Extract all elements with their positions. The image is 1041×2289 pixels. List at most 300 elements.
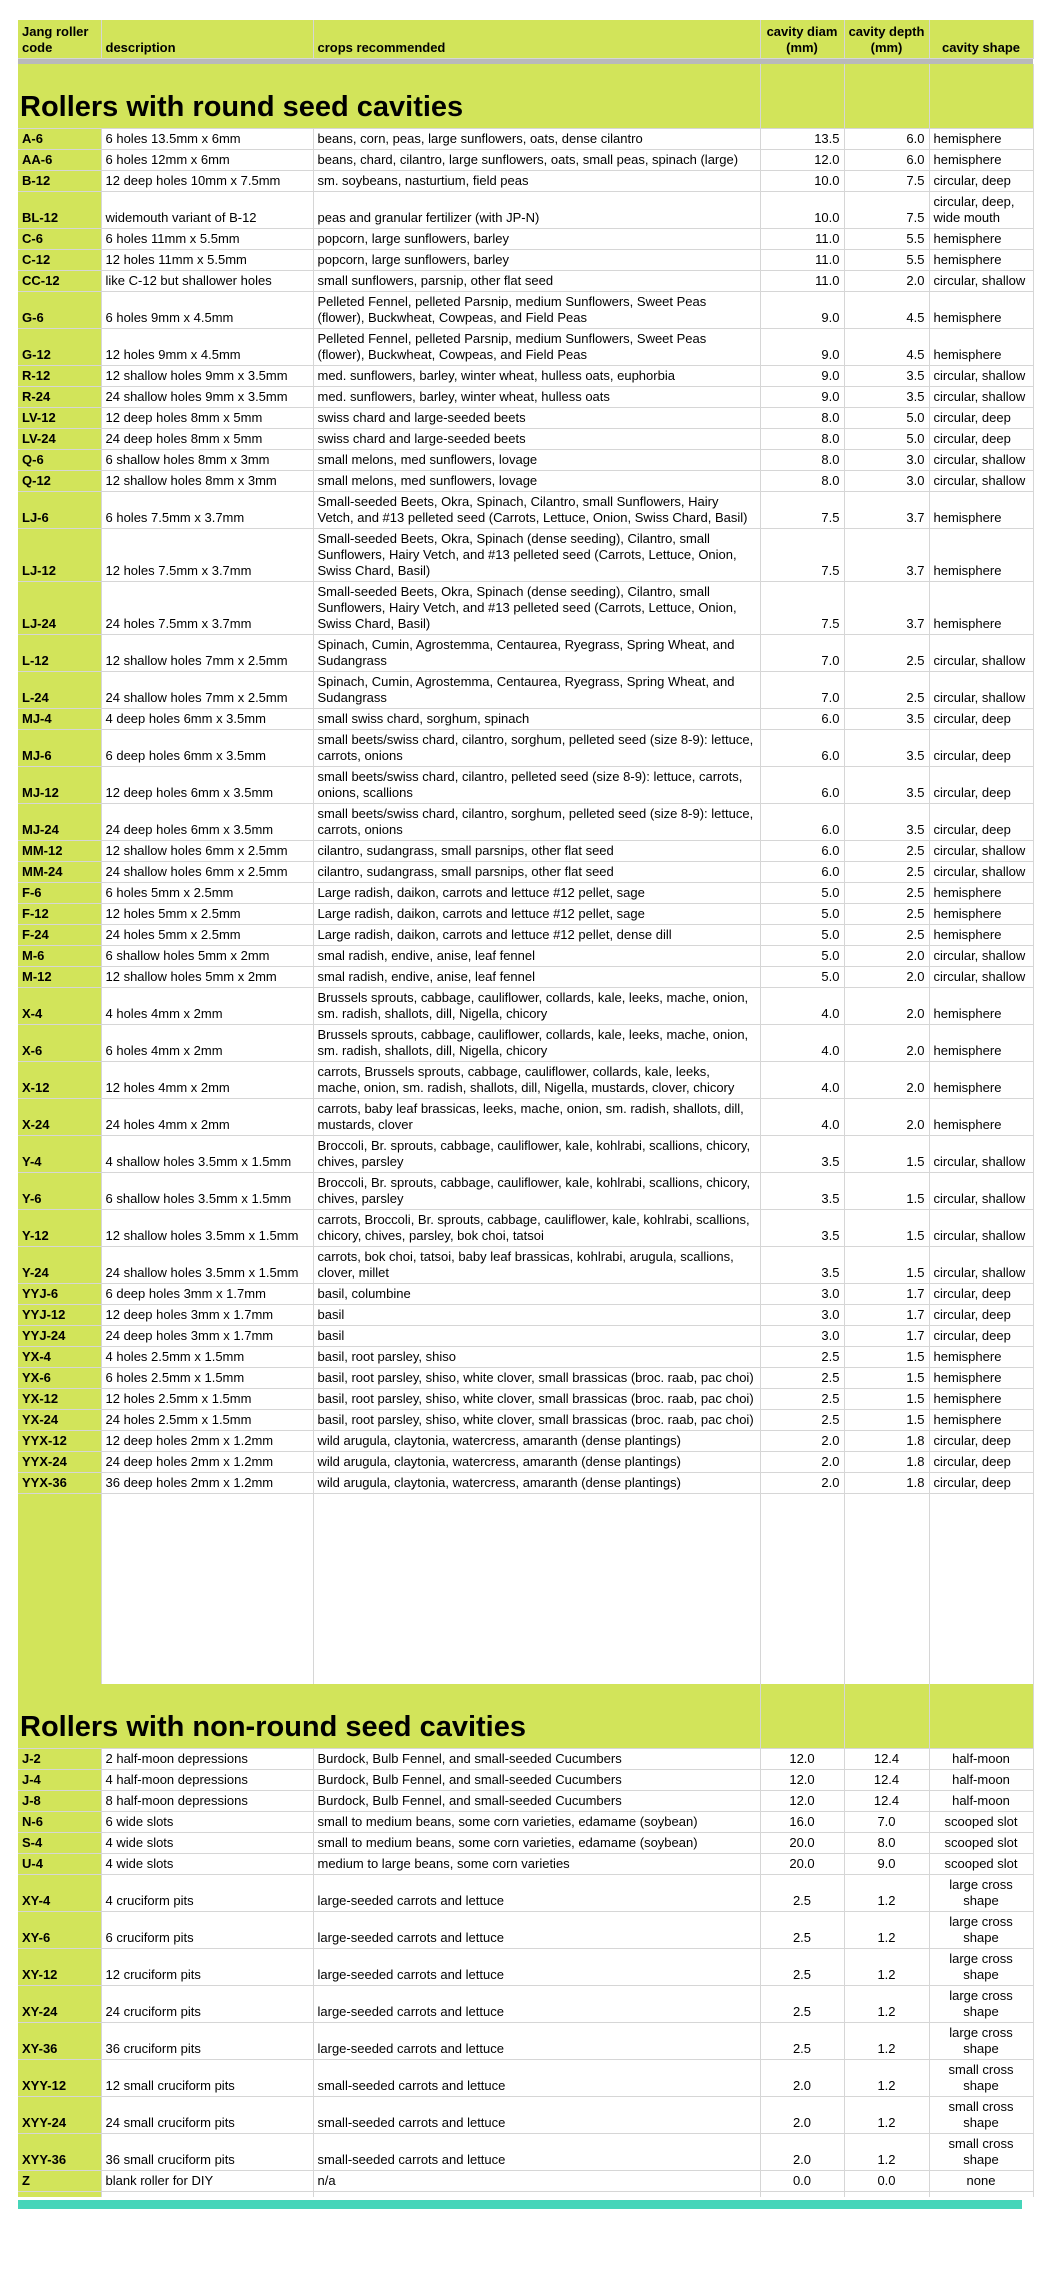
cell-cavity-shape: circular, deep (929, 1431, 1033, 1452)
cell-cavity-diam: 12.0 (760, 1770, 844, 1791)
cell-crops: small beets/swiss chard, cilantro, pelleted seed (size 8-9): lettuce, carrots, onions, scallions (313, 767, 760, 804)
cell-cavity-shape: small cross shape (929, 2060, 1033, 2097)
cell-roller-code: J-8 (18, 1791, 101, 1812)
cell-cavity-shape: hemisphere (929, 1025, 1033, 1062)
table-row (18, 804, 1033, 841)
cell-cavity-depth: 1.8 (844, 1473, 929, 1494)
table-row (18, 730, 1033, 767)
cell-crops: beans, corn, peas, large sunflowers, oats, dense cilantro (313, 129, 760, 150)
cell-cavity-diam: 12.0 (760, 1791, 844, 1812)
cell-roller-code: F-12 (18, 904, 101, 925)
cell-cavity-shape: circular, shallow (929, 471, 1033, 492)
cell-cavity-diam: 3.0 (760, 1305, 844, 1326)
cell-cavity-depth: 1.2 (844, 2097, 929, 2134)
cell-crops: cilantro, sudangrass, small parsnips, other flat seed (313, 862, 760, 883)
cell-description: 24 deep holes 2mm x 1.2mm (101, 1452, 313, 1473)
cell-roller-code: XYY-36 (18, 2134, 101, 2171)
table-row (18, 1247, 1033, 1284)
cell-description: 24 holes 7.5mm x 3.7mm (101, 582, 313, 635)
cell-crops: small melons, med sunflowers, lovage (313, 450, 760, 471)
cell-cavity-depth: 2.0 (844, 1025, 929, 1062)
cell-description: 36 small cruciform pits (101, 2134, 313, 2171)
cell-cavity-diam: 7.5 (760, 492, 844, 529)
cell-crops: small to medium beans, some corn varieties, edamame (soybean) (313, 1833, 760, 1854)
cell-cavity-shape: circular, deep (929, 1284, 1033, 1305)
cell-cavity-depth: 7.5 (844, 171, 929, 192)
cell-cavity-shape: hemisphere (929, 582, 1033, 635)
cell-description: 6 deep holes 6mm x 3.5mm (101, 730, 313, 767)
cell-cavity-diam: 12.0 (760, 150, 844, 171)
cell-cavity-shape: circular, deep, wide mouth (929, 192, 1033, 229)
cell-description: 4 wide slots (101, 1833, 313, 1854)
cell-description: 8 half-moon depressions (101, 1791, 313, 1812)
cell-cavity-diam: 9.0 (760, 366, 844, 387)
cell-cavity-depth: 1.2 (844, 1875, 929, 1912)
header-cavity-depth: cavity depth (mm) (844, 20, 929, 59)
cell-description: 6 holes 11mm x 5.5mm (101, 229, 313, 250)
cell-crops: carrots, Broccoli, Br. sprouts, cabbage, cauliflower, kale, kohlrabi, scallions, chicory, chives, parsley, bok choi, tatsoi (313, 1210, 760, 1247)
table-row (18, 1062, 1033, 1099)
cell-description: 12 deep holes 8mm x 5mm (101, 408, 313, 429)
cell-cavity-shape: hemisphere (929, 1062, 1033, 1099)
cell-crops: sm. soybeans, nasturtium, field peas (313, 171, 760, 192)
cell-roller-code: F-6 (18, 883, 101, 904)
cell-cavity-depth: 4.5 (844, 292, 929, 329)
section-title-nonround: Rollers with non-round seed cavities (18, 1684, 760, 1749)
cell-cavity-depth: 2.0 (844, 1062, 929, 1099)
cell-crops: smal radish, endive, anise, leaf fennel (313, 946, 760, 967)
cell-cavity-depth: 1.2 (844, 2060, 929, 2097)
cell-cavity-depth: 1.8 (844, 1452, 929, 1473)
cell-cavity-shape: circular, shallow (929, 1247, 1033, 1284)
cell-roller-code: Q-12 (18, 471, 101, 492)
table-row (18, 229, 1033, 250)
cell-cavity-diam: 2.5 (760, 1949, 844, 1986)
cell-description: 24 deep holes 6mm x 3.5mm (101, 804, 313, 841)
spacer-cell (101, 1494, 313, 1685)
cell-roller-code: YYJ-6 (18, 1284, 101, 1305)
cell-cavity-diam: 3.5 (760, 1173, 844, 1210)
cell-cavity-diam: 9.0 (760, 292, 844, 329)
cell-crops: basil, root parsley, shiso, white clover, small brassicas (broc. raab, pac choi) (313, 1410, 760, 1431)
cell-cavity-diam: 2.5 (760, 1986, 844, 2023)
cell-cavity-shape: small cross shape (929, 2134, 1033, 2171)
cell-description: 12 holes 2.5mm x 1.5mm (101, 1389, 313, 1410)
cell-description: 12 deep holes 3mm x 1.7mm (101, 1305, 313, 1326)
cell-cavity-depth: 3.5 (844, 366, 929, 387)
table-row (18, 1812, 1033, 1833)
cell-roller-code: BL-12 (18, 192, 101, 229)
table-row (18, 129, 1033, 150)
stub-cell (844, 2192, 929, 2198)
cell-description: 12 small cruciform pits (101, 2060, 313, 2097)
cell-crops: med. sunflowers, barley, winter wheat, hulless oats, euphorbia (313, 366, 760, 387)
column-header-row (18, 20, 1033, 59)
header-cavity-shape: cavity shape (929, 20, 1033, 59)
cell-crops: Burdock, Bulb Fennel, and small-seeded Cucumbers (313, 1749, 760, 1770)
table-row (18, 1099, 1033, 1136)
cell-crops: Brussels sprouts, cabbage, cauliflower, collards, kale, leeks, mache, onion, sm. radish, shallots, dill, Nigella, chicory (313, 1025, 760, 1062)
cell-description: 12 shallow holes 5mm x 2mm (101, 967, 313, 988)
table-row (18, 1368, 1033, 1389)
cell-cavity-shape: circular, shallow (929, 1136, 1033, 1173)
cell-cavity-shape: circular, shallow (929, 862, 1033, 883)
cell-cavity-depth: 12.4 (844, 1749, 929, 1770)
cell-description: 24 holes 2.5mm x 1.5mm (101, 1410, 313, 1431)
cell-description: 6 shallow holes 5mm x 2mm (101, 946, 313, 967)
cell-cavity-diam: 9.0 (760, 387, 844, 408)
cell-cavity-depth: 3.5 (844, 387, 929, 408)
cell-cavity-diam: 16.0 (760, 1812, 844, 1833)
cell-roller-code: XY-24 (18, 1986, 101, 2023)
table-row (18, 1791, 1033, 1812)
cell-cavity-depth: 1.2 (844, 2023, 929, 2060)
cell-cavity-diam: 3.5 (760, 1136, 844, 1173)
cell-roller-code: U-4 (18, 1854, 101, 1875)
cell-cavity-depth: 1.5 (844, 1347, 929, 1368)
cell-roller-code: C-6 (18, 229, 101, 250)
cell-description: 36 deep holes 2mm x 1.2mm (101, 1473, 313, 1494)
cell-cavity-depth: 3.7 (844, 492, 929, 529)
cell-cavity-depth: 5.0 (844, 429, 929, 450)
cell-cavity-depth: 1.2 (844, 1949, 929, 1986)
cell-cavity-depth: 3.7 (844, 529, 929, 582)
horizontal-scrollbar-thumb[interactable] (18, 2200, 1022, 2209)
cell-roller-code: Y-6 (18, 1173, 101, 1210)
cell-description: 6 holes 5mm x 2.5mm (101, 883, 313, 904)
cell-roller-code: N-6 (18, 1812, 101, 1833)
cell-cavity-diam: 2.5 (760, 1912, 844, 1949)
cell-cavity-depth: 8.0 (844, 1833, 929, 1854)
cell-roller-code: C-12 (18, 250, 101, 271)
section-header-empty-cell (760, 64, 844, 129)
cell-crops: peas and granular fertilizer (with JP-N) (313, 192, 760, 229)
cell-description: 6 wide slots (101, 1812, 313, 1833)
cell-roller-code: J-2 (18, 1749, 101, 1770)
cell-cavity-diam: 4.0 (760, 1099, 844, 1136)
cell-cavity-depth: 12.4 (844, 1791, 929, 1812)
section-header-empty-cell (760, 1684, 844, 1749)
cell-crops: Burdock, Bulb Fennel, and small-seeded Cucumbers (313, 1791, 760, 1812)
cell-description: 12 shallow holes 7mm x 2.5mm (101, 635, 313, 672)
table-tail (18, 2192, 1033, 2198)
cell-roller-code: J-4 (18, 1770, 101, 1791)
cell-cavity-depth: 1.5 (844, 1173, 929, 1210)
table-row (18, 635, 1033, 672)
cell-cavity-depth: 9.0 (844, 1854, 929, 1875)
cell-crops: carrots, Brussels sprouts, cabbage, cauliflower, collards, kale, leeks, mache, onion, sm. radish, shallots, dill, Nigella, mustards, clover, chicory (313, 1062, 760, 1099)
cell-cavity-diam: 2.0 (760, 1452, 844, 1473)
cell-cavity-shape: hemisphere (929, 229, 1033, 250)
cell-crops: large-seeded carrots and lettuce (313, 1949, 760, 1986)
cell-cavity-shape: circular, deep (929, 1326, 1033, 1347)
cell-crops: large-seeded carrots and lettuce (313, 1986, 760, 2023)
cell-crops: small to medium beans, some corn varieties, edamame (soybean) (313, 1812, 760, 1833)
cell-crops: small beets/swiss chard, cilantro, sorghum, pelleted seed (size 8-9): lettuce, carrots, onions (313, 804, 760, 841)
cell-cavity-shape: half-moon (929, 1791, 1033, 1812)
cell-crops: wild arugula, claytonia, watercress, amaranth (dense plantings) (313, 1452, 760, 1473)
cell-cavity-shape: circular, shallow (929, 387, 1033, 408)
table-row (18, 1949, 1033, 1986)
cell-crops: small-seeded carrots and lettuce (313, 2060, 760, 2097)
cell-roller-code: CC-12 (18, 271, 101, 292)
table-row (18, 1347, 1033, 1368)
cell-roller-code: Z (18, 2171, 101, 2192)
table-row (18, 2097, 1033, 2134)
cell-description: 24 deep holes 3mm x 1.7mm (101, 1326, 313, 1347)
table-row (18, 450, 1033, 471)
cell-cavity-diam: 6.0 (760, 862, 844, 883)
stub-cell (929, 2192, 1033, 2198)
cell-cavity-depth: 0.0 (844, 2171, 929, 2192)
cell-roller-code: YYX-36 (18, 1473, 101, 1494)
cell-cavity-shape: hemisphere (929, 529, 1033, 582)
cell-crops: Small-seeded Beets, Okra, Spinach, Cilantro, small Sunflowers, Hairy Vetch, and #13 pelleted seed (Carrots, Lettuce, Onion, Swiss Chard, Basil) (313, 492, 760, 529)
cell-description: 24 shallow holes 6mm x 2.5mm (101, 862, 313, 883)
roller-table (18, 20, 1034, 2197)
table-row (18, 1410, 1033, 1431)
section-round-cavities (18, 64, 1033, 1494)
cell-crops: large-seeded carrots and lettuce (313, 2023, 760, 2060)
cell-cavity-diam: 12.0 (760, 1749, 844, 1770)
cell-cavity-depth: 2.0 (844, 988, 929, 1025)
cell-cavity-shape: circular, shallow (929, 635, 1033, 672)
cell-crops: smal radish, endive, anise, leaf fennel (313, 967, 760, 988)
cell-cavity-diam: 4.0 (760, 988, 844, 1025)
cell-cavity-diam: 11.0 (760, 250, 844, 271)
cell-cavity-depth: 7.0 (844, 1812, 929, 1833)
cell-cavity-shape: large cross shape (929, 1875, 1033, 1912)
section-header-empty-cell (844, 64, 929, 129)
cell-description: 2 half-moon depressions (101, 1749, 313, 1770)
cell-cavity-shape: circular, deep (929, 767, 1033, 804)
table-row (18, 292, 1033, 329)
cell-cavity-depth: 2.5 (844, 862, 929, 883)
table-row (18, 2134, 1033, 2171)
cell-cavity-diam: 11.0 (760, 229, 844, 250)
cell-crops: carrots, bok choi, tatsoi, baby leaf brassicas, kohlrabi, arugula, scallions, clover, millet (313, 1247, 760, 1284)
cell-cavity-diam: 4.0 (760, 1062, 844, 1099)
cell-description: 12 holes 7.5mm x 3.7mm (101, 529, 313, 582)
cell-cavity-shape: circular, deep (929, 804, 1033, 841)
cell-crops: popcorn, large sunflowers, barley (313, 229, 760, 250)
cell-roller-code: Y-12 (18, 1210, 101, 1247)
cell-roller-code: XY-6 (18, 1912, 101, 1949)
cell-cavity-depth: 1.7 (844, 1326, 929, 1347)
cell-cavity-shape: half-moon (929, 1770, 1033, 1791)
cell-crops: basil, root parsley, shiso (313, 1347, 760, 1368)
cell-cavity-shape: circular, shallow (929, 271, 1033, 292)
cell-description: 6 holes 4mm x 2mm (101, 1025, 313, 1062)
cell-cavity-depth: 2.5 (844, 883, 929, 904)
table-row (18, 2060, 1033, 2097)
table-row (18, 408, 1033, 429)
table-row (18, 1854, 1033, 1875)
cell-roller-code: G-12 (18, 329, 101, 366)
cell-cavity-depth: 2.5 (844, 925, 929, 946)
cell-roller-code: YYJ-12 (18, 1305, 101, 1326)
cell-roller-code: X-6 (18, 1025, 101, 1062)
cell-crops: Broccoli, Br. sprouts, cabbage, cauliflower, kale, kohlrabi, scallions, chicory, chives, parsley (313, 1173, 760, 1210)
cell-cavity-diam: 8.0 (760, 429, 844, 450)
cell-cavity-depth: 2.0 (844, 271, 929, 292)
cell-roller-code: LV-24 (18, 429, 101, 450)
cell-cavity-depth: 5.0 (844, 408, 929, 429)
cell-roller-code: MM-24 (18, 862, 101, 883)
cell-cavity-diam: 2.0 (760, 2097, 844, 2134)
table-row (18, 767, 1033, 804)
table-row (18, 1912, 1033, 1949)
stub-cell (760, 2192, 844, 2198)
cell-cavity-shape: half-moon (929, 1749, 1033, 1770)
spacer-cell (313, 1494, 760, 1685)
cell-cavity-depth: 5.5 (844, 229, 929, 250)
cell-cavity-diam: 4.0 (760, 1025, 844, 1062)
cell-cavity-depth: 1.8 (844, 1431, 929, 1452)
table-row (18, 150, 1033, 171)
cell-roller-code: XY-12 (18, 1949, 101, 1986)
cell-cavity-depth: 2.0 (844, 1099, 929, 1136)
cell-crops: carrots, baby leaf brassicas, leeks, mache, onion, sm. radish, shallots, dill, mustards, clover (313, 1099, 760, 1136)
cell-cavity-diam: 2.5 (760, 2023, 844, 2060)
table-row (18, 1431, 1033, 1452)
cell-roller-code: S-4 (18, 1833, 101, 1854)
cell-cavity-shape: circular, shallow (929, 1173, 1033, 1210)
table-row (18, 1452, 1033, 1473)
cell-cavity-depth: 2.0 (844, 946, 929, 967)
section-nonround-cavities (18, 1684, 1033, 2192)
cell-cavity-depth: 7.5 (844, 192, 929, 229)
cell-roller-code: MJ-12 (18, 767, 101, 804)
cell-roller-code: YYX-24 (18, 1452, 101, 1473)
cell-roller-code: LJ-6 (18, 492, 101, 529)
table-row (18, 841, 1033, 862)
cell-roller-code: YYX-12 (18, 1431, 101, 1452)
cell-cavity-depth: 1.5 (844, 1136, 929, 1173)
cell-cavity-depth: 1.2 (844, 1912, 929, 1949)
cell-roller-code: YX-4 (18, 1347, 101, 1368)
cell-roller-code: R-12 (18, 366, 101, 387)
cell-description: 4 cruciform pits (101, 1875, 313, 1912)
cell-cavity-depth: 12.4 (844, 1770, 929, 1791)
table-row (18, 192, 1033, 229)
table-row (18, 1473, 1033, 1494)
table-row (18, 529, 1033, 582)
cell-roller-code: L-24 (18, 672, 101, 709)
cell-roller-code: Y-4 (18, 1136, 101, 1173)
cell-crops: large-seeded carrots and lettuce (313, 1875, 760, 1912)
table-row (18, 329, 1033, 366)
cell-cavity-diam: 3.5 (760, 1247, 844, 1284)
cell-description: 4 half-moon depressions (101, 1770, 313, 1791)
cell-cavity-shape: circular, shallow (929, 946, 1033, 967)
cell-cavity-diam: 5.0 (760, 883, 844, 904)
cell-cavity-diam: 8.0 (760, 471, 844, 492)
cell-description: 12 holes 11mm x 5.5mm (101, 250, 313, 271)
table-row (18, 1770, 1033, 1791)
table-row (18, 271, 1033, 292)
table-row (18, 1389, 1033, 1410)
cell-roller-code: XY-36 (18, 2023, 101, 2060)
cell-cavity-shape: large cross shape (929, 2023, 1033, 2060)
cell-description: like C-12 but shallower holes (101, 271, 313, 292)
table-row (18, 709, 1033, 730)
cell-cavity-depth: 1.5 (844, 1368, 929, 1389)
cell-crops: Spinach, Cumin, Agrostemma, Centaurea, Ryegrass, Spring Wheat, and Sudangrass (313, 635, 760, 672)
cell-crops: Burdock, Bulb Fennel, and small-seeded Cucumbers (313, 1770, 760, 1791)
cell-description: 6 cruciform pits (101, 1912, 313, 1949)
cell-cavity-diam: 6.0 (760, 730, 844, 767)
spreadsheet-view (18, 20, 1033, 2209)
table-row (18, 1025, 1033, 1062)
stub-code-cell (18, 2192, 101, 2198)
cell-cavity-diam: 8.0 (760, 408, 844, 429)
stub-cell (101, 2192, 313, 2198)
cell-cavity-depth: 1.2 (844, 2134, 929, 2171)
cell-crops: Broccoli, Br. sprouts, cabbage, cauliflower, kale, kohlrabi, scallions, chicory, chives, parsley (313, 1136, 760, 1173)
cell-roller-code: XY-4 (18, 1875, 101, 1912)
table-row (18, 1986, 1033, 2023)
table-row (18, 862, 1033, 883)
cell-description: 12 deep holes 6mm x 3.5mm (101, 767, 313, 804)
cell-roller-code: A-6 (18, 129, 101, 150)
cell-description: 24 deep holes 8mm x 5mm (101, 429, 313, 450)
cell-description: 6 holes 2.5mm x 1.5mm (101, 1368, 313, 1389)
cell-roller-code: MJ-6 (18, 730, 101, 767)
cell-roller-code: L-12 (18, 635, 101, 672)
cell-description: 6 holes 13.5mm x 6mm (101, 129, 313, 150)
cell-cavity-depth: 3.0 (844, 450, 929, 471)
table-row (18, 366, 1033, 387)
cell-description: 4 holes 2.5mm x 1.5mm (101, 1347, 313, 1368)
cell-cavity-shape: hemisphere (929, 329, 1033, 366)
cell-cavity-depth: 4.5 (844, 329, 929, 366)
cell-description: 4 wide slots (101, 1854, 313, 1875)
cell-crops: Pelleted Fennel, pelleted Parsnip, medium Sunflowers, Sweet Peas (flower), Buckwheat, Cowpeas, and Field Peas (313, 292, 760, 329)
cell-cavity-diam: 8.0 (760, 450, 844, 471)
cell-description: blank roller for DIY (101, 2171, 313, 2192)
cell-cavity-depth: 1.7 (844, 1305, 929, 1326)
cell-crops: basil (313, 1326, 760, 1347)
cell-description: 6 shallow holes 8mm x 3mm (101, 450, 313, 471)
cell-crops: small beets/swiss chard, cilantro, sorghum, pelleted seed (size 8-9): lettuce, carrots, onions (313, 730, 760, 767)
cell-cavity-diam: 9.0 (760, 329, 844, 366)
cell-cavity-depth: 1.5 (844, 1389, 929, 1410)
table-row (18, 1136, 1033, 1173)
cell-cavity-shape: circular, deep (929, 408, 1033, 429)
spacer-code-cell (18, 1494, 101, 1685)
cell-roller-code: X-4 (18, 988, 101, 1025)
cell-cavity-diam: 6.0 (760, 841, 844, 862)
cell-roller-code: AA-6 (18, 150, 101, 171)
cell-cavity-shape: hemisphere (929, 292, 1033, 329)
table-row (18, 925, 1033, 946)
cell-description: widemouth variant of B-12 (101, 192, 313, 229)
cell-cavity-diam: 5.0 (760, 904, 844, 925)
cell-cavity-depth: 2.5 (844, 904, 929, 925)
cell-cavity-shape: large cross shape (929, 1912, 1033, 1949)
table-row (18, 946, 1033, 967)
cell-cavity-depth: 1.2 (844, 1986, 929, 2023)
cell-cavity-shape: hemisphere (929, 904, 1033, 925)
table-row (18, 1833, 1033, 1854)
cell-description: 6 holes 9mm x 4.5mm (101, 292, 313, 329)
section-header-row (18, 1684, 1033, 1749)
cell-crops: small swiss chard, sorghum, spinach (313, 709, 760, 730)
cell-crops: n/a (313, 2171, 760, 2192)
cell-roller-code: F-24 (18, 925, 101, 946)
cell-cavity-depth: 3.7 (844, 582, 929, 635)
